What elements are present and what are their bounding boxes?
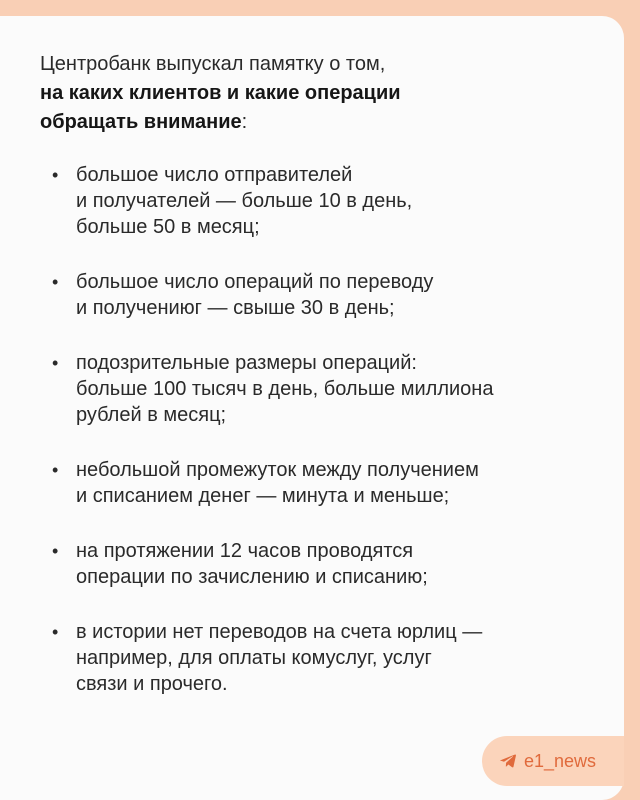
- list-item-line: на протяжении 12 часов проводятся: [76, 540, 414, 562]
- list-item-line: большое число отправителей: [76, 164, 353, 186]
- bullet-icon: •: [52, 541, 59, 561]
- list-item-line: и списанием денег — минута и меньше;: [76, 485, 450, 507]
- badge-text[interactable]: e1_news: [524, 750, 597, 771]
- bullet-icon: •: [52, 165, 59, 185]
- criteria-list: [40, 162, 610, 726]
- list-item-line: рублей в месяц;: [76, 404, 227, 426]
- intro-text: [40, 50, 600, 137]
- intro-colon: :: [241, 111, 248, 133]
- bullet-icon: •: [52, 460, 59, 480]
- bullet-icon: •: [52, 272, 59, 292]
- content-card: [0, 16, 624, 800]
- intro-line-1: Центробанк выпускал памятку о том,: [40, 53, 386, 75]
- intro-line-3-bold: обращать внимание: [40, 111, 242, 133]
- list-item-line: в истории нет переводов на счета юрлиц —: [76, 621, 483, 643]
- list-item-line: больше 50 в месяц;: [76, 216, 260, 238]
- list-item-line: операции по зачислению и списанию;: [76, 566, 428, 588]
- list-item: [40, 457, 610, 509]
- list-item-line: связи и прочего.: [76, 673, 228, 695]
- list-item: [40, 162, 610, 240]
- list-item-line: большое число операций по переводу: [76, 271, 434, 293]
- list-item-line: больше 100 тысяч в день, больше миллиона: [76, 378, 494, 400]
- list-item: [40, 538, 610, 590]
- list-item: [40, 269, 610, 321]
- telegram-icon: [500, 754, 516, 768]
- intro-line-2: на каких клиентов и какие операции: [40, 82, 401, 104]
- intro-line-3: [40, 108, 600, 137]
- list-item-line: и получателей — больше 10 в день,: [76, 190, 413, 212]
- e1-news-badge[interactable]: [482, 736, 624, 786]
- list-item-line: небольшой промежуток между получением: [76, 459, 479, 481]
- list-item-line: и получениюг — свыше 30 в день;: [76, 297, 395, 319]
- list-item-line: например, для оплаты комуслуг, услуг: [76, 647, 432, 669]
- list-item-line: подозрительные размеры операций:: [76, 352, 417, 374]
- bullet-icon: •: [52, 353, 59, 373]
- bullet-icon: •: [52, 622, 59, 642]
- list-item: [40, 619, 610, 697]
- list-item: [40, 350, 610, 428]
